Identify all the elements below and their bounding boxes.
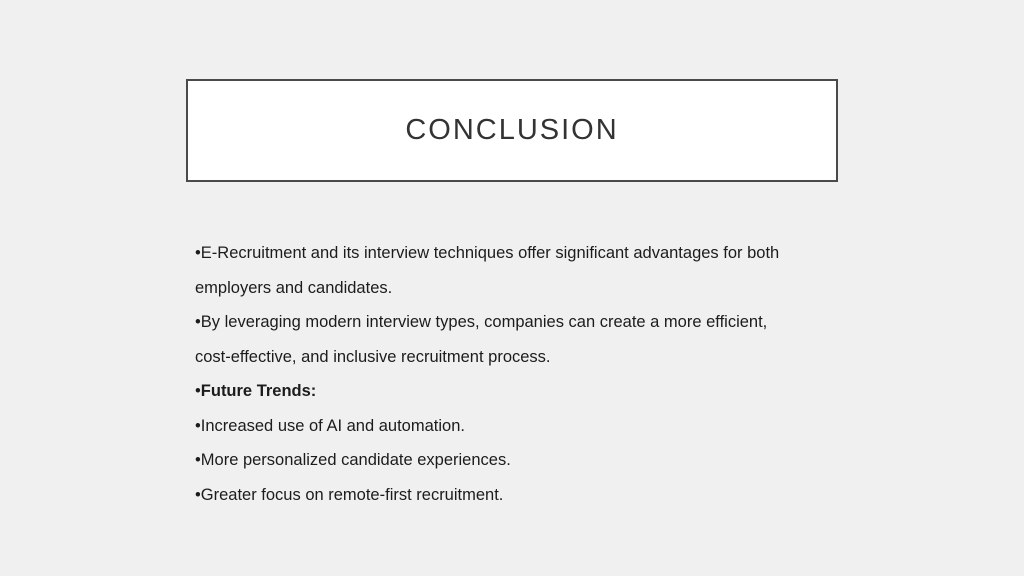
bullet-line: •E-Recruitment and its interview techniques offer significant advantages for both bbox=[195, 244, 780, 262]
bullet-line-continuation: employers and candidates. bbox=[195, 278, 393, 297]
future-trends-label: Future Trends: bbox=[200, 382, 317, 400]
bullet-line: •By leveraging modern interview types, companies can create a more efficient, bbox=[195, 313, 768, 331]
future-trends-heading bbox=[195, 374, 835, 409]
bullet-line: •Increased use of AI and automation. bbox=[195, 416, 465, 435]
bullet-line: •Greater focus on remote-first recruitment. bbox=[195, 485, 504, 504]
slide-title: CONCLUSION bbox=[405, 114, 619, 146]
bullet-line-continuation: cost-effective, and inclusive recruitment process. bbox=[195, 347, 551, 366]
title-box bbox=[186, 79, 838, 182]
bullet-line: •More personalized candidate experiences. bbox=[195, 451, 511, 469]
content-body bbox=[195, 236, 835, 512]
bullet-glyph: • bbox=[195, 382, 201, 400]
